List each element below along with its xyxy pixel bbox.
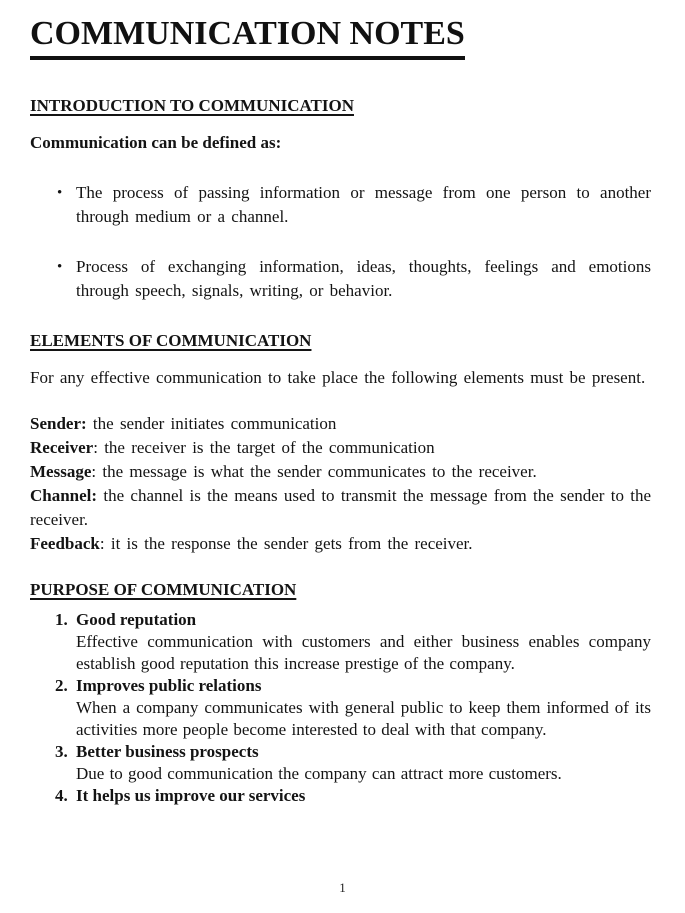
elements-heading: ELEMENTS OF COMMUNICATION [30, 331, 312, 350]
item-number: 4. [55, 786, 68, 805]
item-content [76, 785, 651, 807]
definition-lead: Communication can be defined as: [30, 133, 282, 152]
item-content [76, 741, 651, 785]
definition-bullet-list [30, 181, 651, 303]
definition-term: Receiver [30, 438, 94, 457]
definition-text: : the receiver is the target of the communication [93, 438, 435, 457]
item-title: Better business prospects [76, 742, 259, 761]
definition-term: Channel: [30, 486, 98, 505]
definition-term: Sender: [30, 414, 87, 433]
item-number: 1. [55, 610, 68, 629]
bullet-text: Process of exchanging information, ideas, thoughts, feelings and emotions through speech, signals, writing, or behavior. [76, 257, 651, 300]
definition-receiver [30, 436, 651, 460]
definition-channel [30, 484, 651, 532]
definition-message [30, 460, 651, 484]
item-content [76, 609, 651, 675]
item-title: Improves public relations [76, 676, 262, 695]
bullet-text: The process of passing information or message from one person to another through medium or a channel. [76, 183, 651, 226]
section-elements [30, 329, 651, 556]
element-definitions [30, 412, 651, 556]
definition-text: : it is the response the sender gets from the receiver. [99, 534, 473, 553]
list-item [55, 741, 651, 785]
bullet-icon: • [57, 185, 63, 201]
item-number: 2. [55, 676, 68, 695]
item-number: 3. [55, 742, 68, 761]
definition-sender [30, 412, 651, 436]
item-title: It helps us improve our services [76, 786, 306, 805]
item-body: Effective communication with customers and either business enables company establish good reputation this increase prestige of the company. [76, 632, 651, 673]
introduction-heading: INTRODUCTION TO COMMUNICATION [30, 96, 354, 115]
definition-text: the channel is the means used to transmit the message from the sender to the receiver. [30, 486, 651, 529]
definition-feedback [30, 532, 651, 556]
definition-term: Feedback [30, 534, 100, 553]
list-item [55, 675, 651, 741]
item-body: Due to good communication the company can attract more customers. [76, 764, 562, 783]
item-title: Good reputation [76, 610, 197, 629]
list-item [57, 255, 651, 303]
section-purpose [30, 578, 651, 807]
elements-paragraph: For any effective communication to take place the following elements must be present. [30, 368, 646, 387]
purpose-numbered-list [30, 609, 651, 807]
definition-text: : the message is what the sender communicates to the receiver. [91, 462, 537, 481]
list-item [55, 785, 651, 807]
bullet-icon: • [57, 259, 63, 275]
item-body: When a company communicates with general public to keep them informed of its activities more people become interested to deal with that company. [76, 698, 651, 739]
purpose-heading: PURPOSE OF COMMUNICATION [30, 580, 297, 599]
document-title: COMMUNICATION NOTES [30, 14, 465, 60]
section-introduction [30, 94, 651, 303]
list-item [57, 181, 651, 229]
definition-text: the sender initiates communication [86, 414, 337, 433]
definition-term: Message [30, 462, 92, 481]
item-content [76, 675, 651, 741]
list-item [55, 609, 651, 675]
page-number: 1 [339, 880, 346, 895]
